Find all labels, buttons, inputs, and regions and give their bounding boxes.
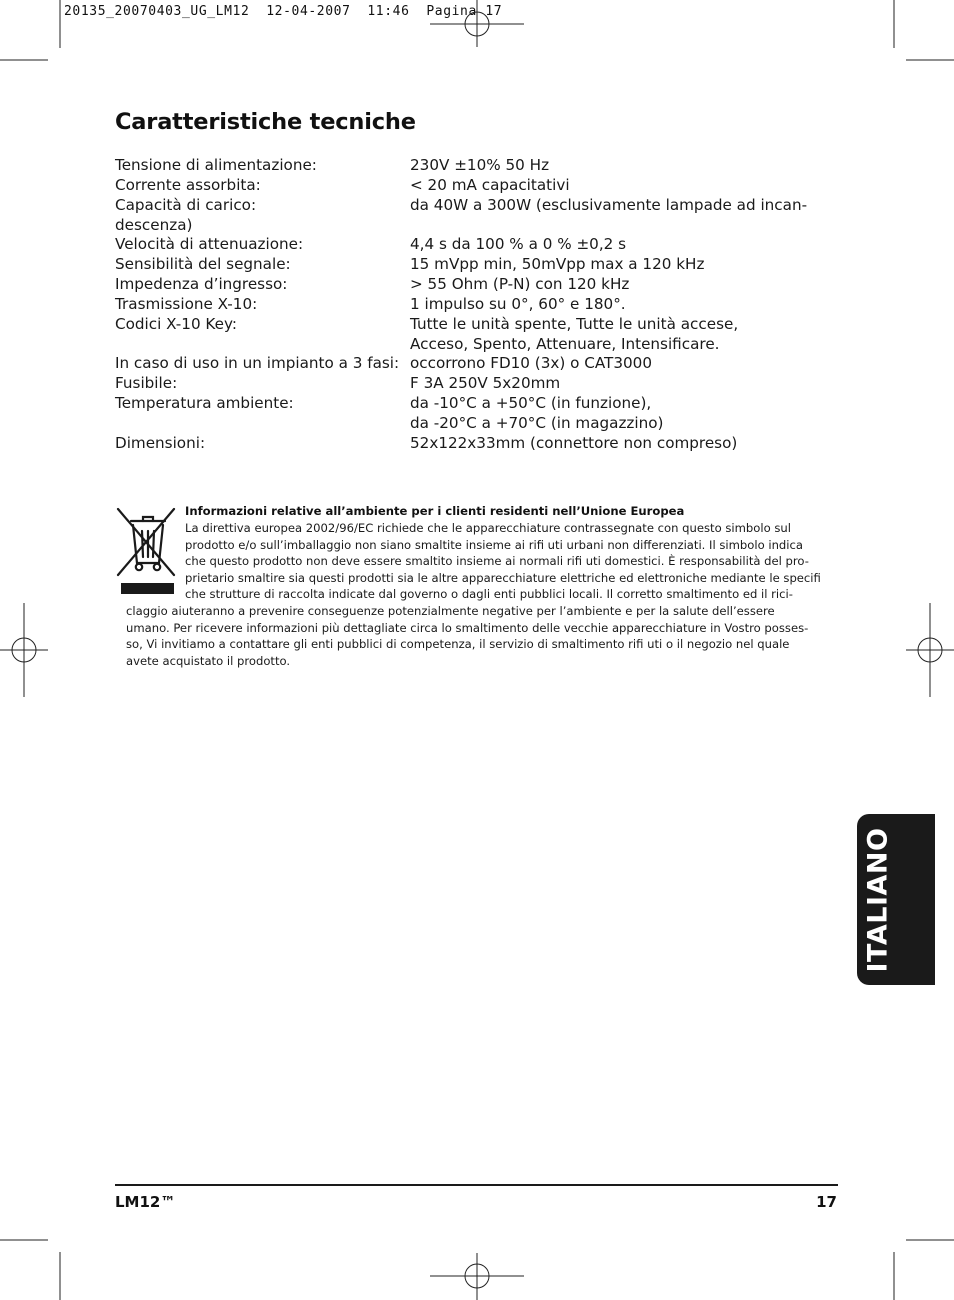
- environment-line: che strutture di raccolta indicate dal governo o dagli enti pubblici locali. Il corretto smaltimento ed il rici-: [185, 587, 793, 602]
- environment-line: che questo prodotto non deve essere smaltito insieme ai normali rifi uti domestici. È responsabilità del pro-: [185, 554, 809, 569]
- spec-row: [115, 414, 835, 434]
- spec-value: [410, 216, 835, 236]
- spec-value: > 55 Ohm (P-N) con 120 kHz: [410, 275, 630, 294]
- footer-page-number: 17: [816, 1193, 837, 1211]
- spec-label: descenza): [115, 215, 193, 234]
- spec-label: Fusibile:: [115, 374, 178, 393]
- environment-line: La direttiva europea 2002/96/EC richiede che le apparecchiature contrassegnate con questo simbolo sul: [185, 521, 791, 535]
- spec-label: Codici X-10 Key:: [115, 314, 237, 333]
- registration-mark-bottom: [430, 1253, 524, 1300]
- spec-row: [115, 374, 835, 394]
- spec-row: [115, 235, 835, 255]
- environment-line: so, Vi invitiamo a contattare gli enti pubblici di competenza, il servizio di smaltimento rifi uti o il negozio nel quale: [126, 637, 790, 652]
- spec-row: [115, 176, 835, 196]
- spec-label: Trasmissione X-10:: [115, 294, 258, 313]
- spec-value: Acceso, Spento, Attenuare, Intensificare.: [410, 334, 720, 353]
- spec-value: 4,4 s da 100 % a 0 % ±0,2 s: [410, 235, 627, 254]
- spec-value: Tutte le unità spente, Tutte le unità accese,: [410, 314, 739, 333]
- spec-label: [115, 335, 410, 355]
- spec-row: [115, 216, 835, 236]
- spec-label: Capacità di carico:: [115, 195, 257, 214]
- environment-line: claggio aiuteranno a prevenire conseguenze potenzialmente negative per l’ambiente e per la salute dell’essere: [126, 604, 775, 618]
- spec-label: Sensibilità del segnale:: [115, 255, 291, 274]
- spec-value: da -20°C a +70°C (in magazzino): [410, 413, 664, 432]
- weee-crossed-bin-icon: [113, 505, 179, 597]
- registration-mark-left: [0, 603, 48, 697]
- environment-line: avete acquistato il prodotto.: [126, 653, 291, 668]
- spec-value: da 40W a 300W (esclusivamente lampade ad incan-: [410, 195, 808, 214]
- spec-value: F 3A 250V 5x20mm: [410, 374, 561, 393]
- spec-value: 230V ±10% 50 Hz: [410, 156, 550, 174]
- footer-divider: [115, 1184, 838, 1186]
- language-tab-label: ITALIANO: [862, 827, 894, 973]
- environment-line: umano. Per ricevere informazioni più dettagliate circa lo smaltimento delle vecchie apparecchiature in Vostro posses-: [126, 620, 809, 635]
- registration-mark-right: [906, 603, 954, 697]
- spec-value: 1 impulso su 0°, 60° e 180°.: [410, 294, 626, 313]
- footer-model-name: LM12™: [115, 1193, 176, 1211]
- print-slug: 20135_20070403_UG_LM12 12-04-2007 11:46 Pagina 17: [64, 4, 503, 19]
- spec-value: 15 mVpp min, 50mVpp max a 120 kHz: [410, 255, 705, 274]
- spec-label: Corrente assorbita:: [115, 175, 261, 194]
- spec-row: [115, 275, 835, 295]
- spec-label: Velocità di attenuazione:: [115, 235, 304, 254]
- spec-row: [115, 156, 835, 176]
- spec-row: [115, 315, 835, 335]
- spec-label: Temperatura ambiente:: [115, 394, 294, 413]
- spec-table: [115, 156, 835, 454]
- environment-line: prodotto e/o sull’imballaggio non siano smaltite insieme ai rifi uti urbani non differenziati. Il simbolo indica: [185, 537, 803, 552]
- spec-row: [115, 255, 835, 275]
- environment-line: prietario smaltire sia questi prodotti sia le altre apparecchiature elettriche ed elettroniche mediante le specifi: [185, 570, 821, 585]
- spec-row: [115, 434, 835, 454]
- spec-label: Dimensioni:: [115, 433, 206, 452]
- spec-row: [115, 295, 835, 315]
- spec-label: In caso di uso in un impianto a 3 fasi:: [115, 354, 400, 373]
- spec-row: [115, 335, 835, 355]
- spec-label: Impedenza d’ingresso:: [115, 275, 288, 294]
- spec-label: Tensione di alimentazione:: [115, 156, 317, 174]
- spec-value: 52x122x33mm (connettore non compreso): [410, 433, 738, 452]
- spec-value: < 20 mA capacitativi: [410, 175, 570, 194]
- spec-value: occorrono FD10 (3x) o CAT3000: [410, 354, 652, 373]
- spec-value: da -10°C a +50°C (in funzione),: [410, 394, 652, 413]
- spec-row: [115, 196, 835, 216]
- registration-mark-top: [430, 0, 524, 47]
- spec-label: [115, 414, 410, 434]
- page-title: Caratteristiche tecniche: [115, 109, 416, 135]
- environment-notice-title: Informazioni relative all’ambiente per i clienti residenti nell’Unione Europea: [185, 504, 685, 518]
- spec-row: [115, 394, 835, 414]
- spec-row: [115, 354, 835, 374]
